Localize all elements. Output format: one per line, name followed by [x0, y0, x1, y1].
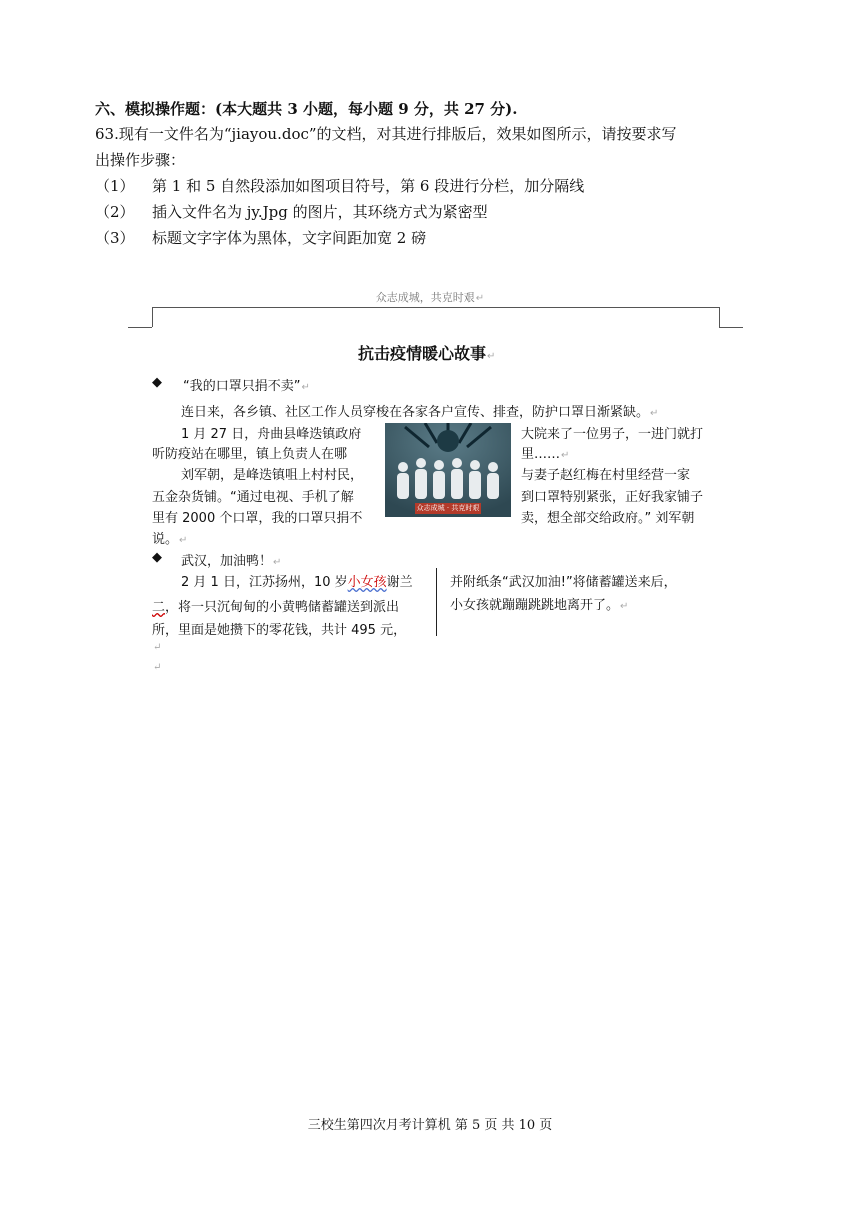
step-1-number: （1） [95, 177, 135, 195]
bullet2-text: 武汉，加油鸭！ [181, 554, 273, 569]
question-intro-line2: 出操作步骤： [95, 151, 186, 169]
bullet-diamond-icon: ◆ [152, 375, 162, 390]
paragraph-mark: ↵ [650, 408, 659, 419]
p4-line4 [152, 528, 187, 547]
col2-line2-text: 小女孩就蹦蹦跳跳地离开了。 [450, 598, 620, 613]
bullet1-text: “我的口罩只捐不卖” [183, 379, 301, 394]
p4-line2-right: 到口罩特别紧张，正好我家铺子 [521, 490, 704, 505]
p4-line2-left: 五金杂货铺。“通过电视、手机了解 [152, 490, 354, 505]
page-footer: 三校生第四次月考计算机 第 5 页 共 10 页 [307, 1118, 553, 1133]
col1-line2-b: ，将一只沉甸甸的小黄鸭储蓄罐送到派出 [165, 600, 400, 615]
p3-line1-right: 大院来了一位男子，一进门就打 [521, 427, 704, 442]
header-text: 众志成城，共克时艰 [375, 291, 475, 304]
picture-caption: 众志成城 · 共克时艰 [416, 504, 480, 512]
header-rule [152, 307, 719, 308]
p3-line2-right [521, 443, 569, 462]
col1-line2 [152, 596, 399, 615]
p4-line4-text: 说。 [152, 532, 179, 547]
step-1-text: 第 1 和 5 自然段添加如图项目符号，第 6 段进行分栏，加分隔线 [152, 177, 585, 195]
col1-line1 [181, 571, 413, 590]
bullet1-line [183, 375, 310, 394]
col2-line2 [450, 594, 628, 613]
p4-line3-left: 里有 2000 个口罩，我的口罩只捐不 [152, 511, 363, 526]
p3-line2-left: 听防疫站在哪里，镇上负责人在哪 [152, 447, 348, 462]
document-title [358, 341, 495, 364]
header-right-foot [719, 327, 743, 328]
step-2-text: 插入文件名为 jy.Jpg 的图片，其环绕方式为紧密型 [152, 203, 488, 221]
p4-line3-right: 卖，想全部交给政府。” 刘军朝 [521, 511, 695, 526]
header-right-corner [719, 307, 720, 327]
bullet2-line [181, 550, 281, 569]
column-separator [436, 568, 437, 636]
figure-header [330, 289, 530, 305]
p3-line1-left: 1 月 27 日，舟曲县峰迭镇政府 [181, 427, 362, 442]
paragraph-mark: ↵ [475, 293, 485, 304]
p2-text: 连日来，各乡镇、社区工作人员穿梭在各家各户宣传、排查，防护口罩日渐紧缺。 [181, 405, 650, 420]
paragraph-mark: ↵ [487, 351, 496, 362]
bullet-diamond-icon: ◆ [152, 550, 162, 565]
col1-line2-a: 二 [152, 600, 166, 615]
col1-line1-a: 2 月 1 日，江苏扬州，10 岁 [181, 575, 348, 590]
step-2-number: （2） [95, 203, 135, 221]
p4-line1-right: 与妻子赵红梅在村里经营一家 [521, 468, 691, 483]
header-left-foot [128, 327, 152, 328]
paragraph-mark: ↵ [273, 557, 282, 568]
header-left-corner [152, 307, 153, 327]
paragraph-2 [181, 401, 658, 420]
paragraph-mark: ↵ [301, 382, 310, 393]
col1-line3: 所，里面是她攒下的零花钱，共计 495 元， [152, 623, 407, 638]
inserted-picture [385, 423, 511, 517]
col2-line1: 并附纸条“武汉加油!”将储蓄罐送来后， [450, 575, 677, 590]
col1-line1-red: 小女孩 [347, 575, 387, 590]
step-3-number: （3） [95, 229, 135, 247]
p4-line1-left: 刘军朝，是峰迭镇咀上村村民， [181, 468, 364, 483]
paragraph-mark: ↵ [179, 535, 188, 546]
col1-line1-b: 谢兰 [386, 575, 413, 590]
p3-line2-right-text: 里…… [521, 447, 561, 462]
empty-paragraph-mark: ↵ [153, 662, 162, 673]
step-3-text: 标题文字字体为黑体，文字间距加宽 2 磅 [152, 229, 427, 247]
question-intro-line1: 63.现有一文件名为“jiayou.doc”的文档，对其进行排版后，效果如图所示，请按要求写 [95, 125, 677, 143]
paragraph-mark: ↵ [620, 601, 629, 612]
paragraph-mark: ↵ [561, 450, 570, 461]
document-title-text: 抗击疫情暖心故事 [358, 344, 487, 363]
section-title: 六、模拟操作题：(本大题共 3 小题，每小题 9 分，共 27 分). [95, 100, 518, 118]
empty-paragraph-mark: ↵ [153, 642, 162, 653]
